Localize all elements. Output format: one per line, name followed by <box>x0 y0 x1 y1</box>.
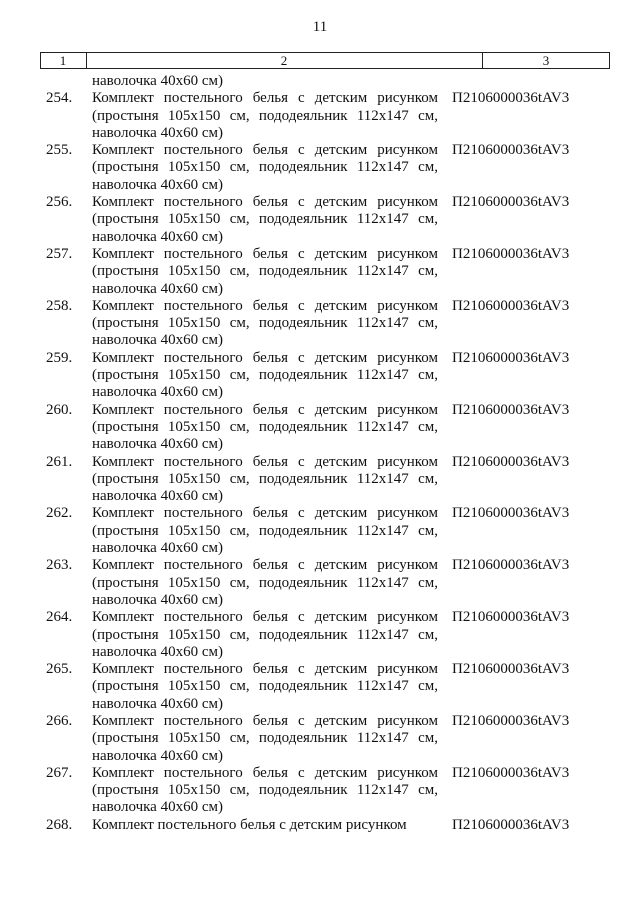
description-line: наволочка 40х60 см) <box>92 643 223 660</box>
description-line: (простыня 105х150 см, пододеяльник 112х147 см, <box>92 263 438 280</box>
row-description <box>92 454 438 506</box>
description-line: Комплект постельного белья с детским рисунком <box>92 453 438 470</box>
table-body <box>0 73 640 834</box>
row-number: 262. <box>46 505 73 522</box>
description-line: (простыня 105х150 см, пододеяльник 112х147 см, <box>92 730 438 747</box>
row-code: П2106000036tAV3 <box>452 609 570 626</box>
row-code: П2106000036tAV3 <box>452 142 570 159</box>
continuation-row <box>0 73 640 90</box>
row-number: 267. <box>46 764 73 781</box>
row-code: П2106000036tAV3 <box>452 712 570 729</box>
row-description <box>92 661 438 713</box>
row-description <box>92 90 438 142</box>
table-row <box>0 194 640 246</box>
description-line: наволочка 40х60 см) <box>92 540 223 557</box>
description-line: наволочка 40х60 см) <box>92 695 223 712</box>
description-line: наволочка 40х60 см) <box>92 591 223 608</box>
description-line: (простыня 105х150 см, пододеяльник 112х147 см, <box>92 522 438 539</box>
description-line: Комплект постельного белья с детским рисунком <box>92 557 438 574</box>
description-line: Комплект постельного белья с детским рисунком <box>92 764 438 781</box>
row-number: 266. <box>46 712 73 729</box>
description-line: наволочка 40х60 см) <box>92 799 223 816</box>
description-line: Комплект постельного белья с детским рисунком <box>92 661 438 678</box>
row-description <box>92 246 438 298</box>
row-number: 268. <box>46 816 73 833</box>
description-line: наволочка 40х60 см) <box>92 124 223 141</box>
description-line: Комплект постельного белья с детским рисунком <box>92 142 438 159</box>
row-description <box>92 350 438 402</box>
description-line: Комплект постельного белья с детским рисунком <box>92 816 407 833</box>
description-line: наволочка 40х60 см) <box>92 384 223 401</box>
row-number: 264. <box>46 609 73 626</box>
description-line: наволочка 40х60 см) <box>92 176 223 193</box>
row-code: П2106000036tAV3 <box>452 661 570 678</box>
row-code: П2106000036tAV3 <box>452 297 570 314</box>
description-line: (простыня 105х150 см, пододеяльник 112х147 см, <box>92 315 438 332</box>
description-line: (простыня 105х150 см, пододеяльник 112х147 см, <box>92 574 438 591</box>
row-number: 257. <box>46 245 73 262</box>
table-row <box>0 557 640 609</box>
description-line: наволочка 40х60 см) <box>92 73 223 89</box>
description-line: наволочка 40х60 см) <box>92 280 223 297</box>
description-line: Комплект постельного белья с детским рисунком <box>92 505 438 522</box>
description-line: Комплект постельного белья с детским рисунком <box>92 194 438 211</box>
table-row <box>0 661 640 713</box>
row-description <box>92 557 438 609</box>
table-row <box>0 817 640 834</box>
table-row <box>0 609 640 661</box>
table-row <box>0 142 640 194</box>
description-line: (простыня 105х150 см, пододеяльник 112х147 см, <box>92 678 438 695</box>
table-row <box>0 765 640 817</box>
row-description <box>92 765 438 817</box>
row-description <box>92 817 438 834</box>
description-line: Комплект постельного белья с детским рисунком <box>92 90 438 107</box>
description-line: (простыня 105х150 см, пододеяльник 112х147 см, <box>92 107 438 124</box>
table-row <box>0 246 640 298</box>
row-code: П2106000036tAV3 <box>452 401 570 418</box>
description-line: наволочка 40х60 см) <box>92 747 223 764</box>
row-code: П2106000036tAV3 <box>452 245 570 262</box>
description-line: Комплект постельного белья с детским рисунком <box>92 245 438 262</box>
table-header <box>40 52 610 69</box>
row-number: 265. <box>46 661 73 678</box>
description-line: Комплект постельного белья с детским рисунком <box>92 297 438 314</box>
page-number: 11 <box>312 19 328 35</box>
row-code: П2106000036tAV3 <box>452 349 570 366</box>
row-code: П2106000036tAV3 <box>452 453 570 470</box>
description-line: Комплект постельного белья с детским рисунком <box>92 609 438 626</box>
row-description <box>92 402 438 454</box>
column-divider <box>609 53 610 68</box>
row-number: 260. <box>46 401 73 418</box>
column-header-1: 1 <box>59 53 67 68</box>
row-description <box>92 713 438 765</box>
description-line: (простыня 105х150 см, пододеяльник 112х147 см, <box>92 367 438 384</box>
row-code: П2106000036tAV3 <box>452 557 570 574</box>
row-code: П2106000036tAV3 <box>452 764 570 781</box>
table-row <box>0 298 640 350</box>
description-line: (простыня 105х150 см, пододеяльник 112х147 см, <box>92 211 438 228</box>
description-line: (простыня 105х150 см, пододеяльник 112х147 см, <box>92 782 438 799</box>
table-row <box>0 350 640 402</box>
description-line: (простыня 105х150 см, пододеяльник 112х147 см, <box>92 470 438 487</box>
row-number: 258. <box>46 297 73 314</box>
description-line: Комплект постельного белья с детским рисунком <box>92 401 438 418</box>
description-line: (простыня 105х150 см, пододеяльник 112х147 см, <box>92 159 438 176</box>
table-rows <box>0 90 640 834</box>
row-number: 256. <box>46 194 73 211</box>
description-line: наволочка 40х60 см) <box>92 228 223 245</box>
table-row <box>0 402 640 454</box>
description-line: наволочка 40х60 см) <box>92 436 223 453</box>
row-code: П2106000036tAV3 <box>452 505 570 522</box>
row-code: П2106000036tAV3 <box>452 90 570 107</box>
table-row <box>0 454 640 506</box>
row-number: 254. <box>46 90 73 107</box>
row-description <box>92 194 438 246</box>
description-line: Комплект постельного белья с детским рисунком <box>92 349 438 366</box>
table-row <box>0 505 640 557</box>
column-header-2: 2 <box>280 53 288 68</box>
description-line: (простыня 105х150 см, пододеяльник 112х147 см, <box>92 418 438 435</box>
row-description <box>92 609 438 661</box>
table-row <box>0 90 640 142</box>
description-line: Комплект постельного белья с детским рисунком <box>92 712 438 729</box>
row-description <box>92 298 438 350</box>
description-line: наволочка 40х60 см) <box>92 332 223 349</box>
table-row <box>0 713 640 765</box>
description-line: (простыня 105х150 см, пододеяльник 112х147 см, <box>92 626 438 643</box>
description-line: наволочка 40х60 см) <box>92 488 223 505</box>
row-number: 259. <box>46 349 73 366</box>
row-code: П2106000036tAV3 <box>452 194 570 211</box>
row-number: 263. <box>46 557 73 574</box>
row-description <box>92 142 438 194</box>
continuation-text <box>92 73 438 90</box>
row-number: 255. <box>46 142 73 159</box>
row-number: 261. <box>46 453 73 470</box>
column-header-3: 3 <box>542 53 550 68</box>
row-code: П2106000036tAV3 <box>452 816 570 833</box>
row-description <box>92 505 438 557</box>
